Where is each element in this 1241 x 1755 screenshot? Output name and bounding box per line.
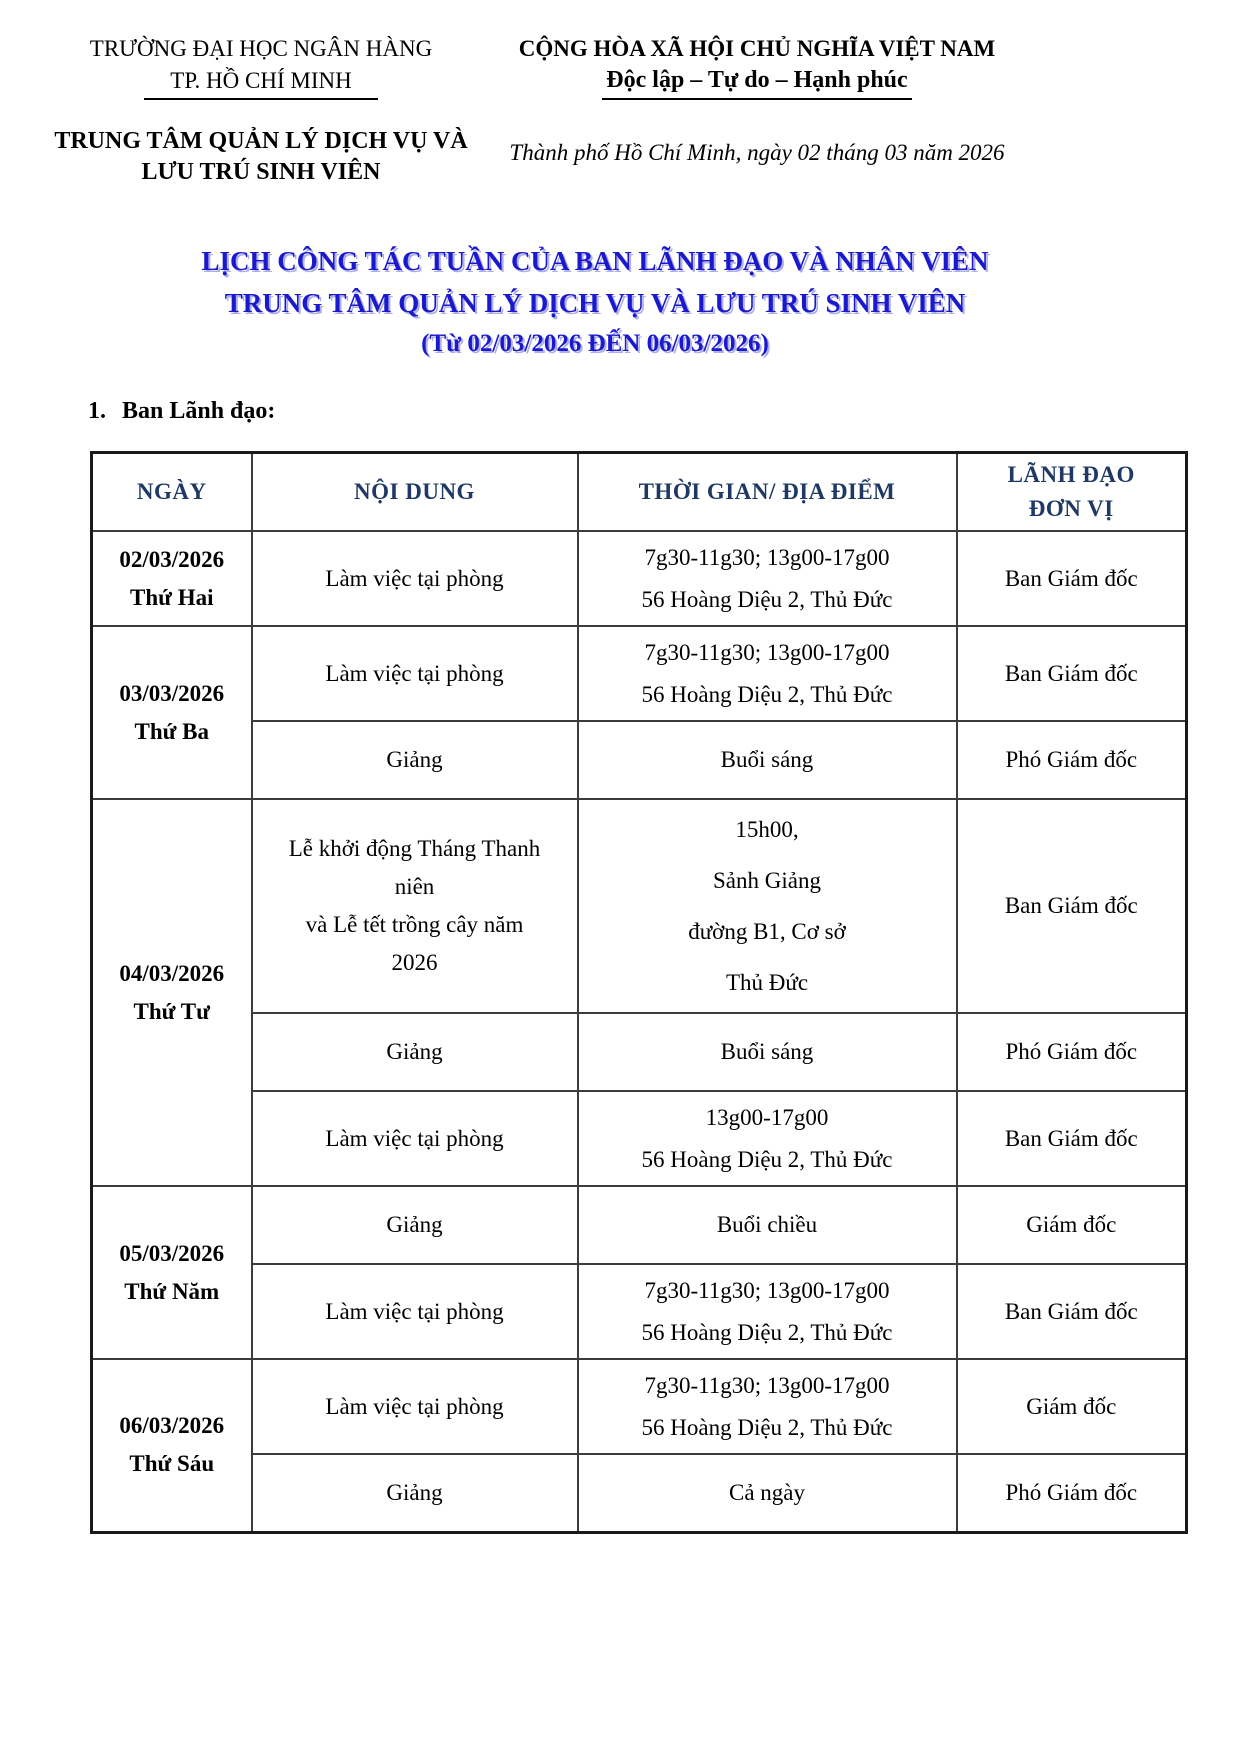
date-value: 03/03/2026 — [119, 680, 225, 706]
leader-cell: Ban Giám đốc — [957, 626, 1187, 721]
leader-cell: Ban Giám đốc — [957, 531, 1187, 626]
schedule-row — [92, 799, 1187, 1013]
content-cell: Giảng — [252, 1454, 578, 1532]
date-cell — [92, 1359, 252, 1532]
column-header-3: THỜI GIAN/ ĐỊA ĐIỂM — [578, 453, 957, 532]
weekday-value: Thứ Hai — [130, 584, 214, 610]
content-cell: Giảng — [252, 1013, 578, 1091]
schedule-row — [92, 626, 1187, 721]
content-cell: Giảng — [252, 1186, 578, 1264]
document-header — [0, 0, 1241, 188]
title-line2: TRUNG TÂM QUẢN LÝ DỊCH VỤ VÀ LƯU TRÚ SINH VIÊN — [224, 288, 966, 318]
leader-cell: Giám đốc — [957, 1359, 1187, 1454]
title-line1: LỊCH CÔNG TÁC TUẦN CỦA BAN LÃNH ĐẠO VÀ NHÂN VIÊN — [201, 246, 989, 276]
issuing-org-block — [30, 33, 492, 188]
schedule-table-body — [92, 531, 1187, 1532]
time-location-cell: 7g30-11g30; 13g00-17g00 56 Hoàng Diệu 2, Thủ Đức — [578, 531, 957, 626]
title-line3: (Từ 02/03/2026 ĐẾN 06/03/2026) — [421, 330, 769, 357]
time-location-cell: Cả ngày — [578, 1454, 957, 1532]
section-number: 1. — [88, 398, 106, 424]
content-cell: Lễ khởi động Tháng Thanh niên và Lễ tết trồng cây năm 2026 — [252, 799, 578, 1013]
time-location-cell: 13g00-17g00 56 Hoàng Diệu 2, Thủ Đức — [578, 1091, 957, 1186]
university-name-underlined: TP. HỒ CHÍ MINH — [144, 65, 377, 100]
leader-cell: Ban Giám đốc — [957, 1264, 1187, 1359]
place-and-date: Thành phố Hồ Chí Minh, ngày 02 tháng 03 năm 2026 — [509, 140, 1005, 165]
leader-cell: Ban Giám đốc — [957, 1091, 1187, 1186]
date-value: 06/03/2026 — [119, 1413, 225, 1439]
republic-title: CỘNG HÒA XÃ HỘI CHỦ NGHĨA VIỆT NAM — [518, 36, 996, 61]
leader-cell: Ban Giám đốc — [957, 799, 1187, 1013]
date-value: 04/03/2026 — [119, 960, 225, 986]
schedule-row — [92, 1013, 1187, 1091]
schedule-table — [90, 451, 1188, 1534]
column-header-1: NGÀY — [92, 453, 252, 532]
weekday-value: Thứ Tư — [133, 998, 210, 1024]
leader-cell: Phó Giám đốc — [957, 1013, 1187, 1091]
schedule-row — [92, 1186, 1187, 1264]
date-cell — [92, 531, 252, 626]
schedule-header-row — [92, 453, 1187, 532]
time-location-cell: 15h00, Sảnh Giảng đường B1, Cơ sở Thủ Đức — [578, 799, 957, 1013]
section-heading — [88, 398, 1241, 425]
section-label: Ban Lãnh đạo: — [122, 398, 276, 424]
time-location-cell: 7g30-11g30; 13g00-17g00 56 Hoàng Diệu 2, Thủ Đức — [578, 1359, 957, 1454]
national-header-block — [492, 33, 1022, 188]
schedule-row — [92, 721, 1187, 799]
content-cell: Làm việc tại phòng — [252, 626, 578, 721]
center-name-line2: LƯU TRÚ SINH VIÊN — [141, 159, 381, 185]
content-cell: Làm việc tại phòng — [252, 1264, 578, 1359]
weekday-value: Thứ Ba — [134, 718, 210, 744]
date-value: 02/03/2026 — [119, 546, 225, 572]
time-location-cell: Buổi sáng — [578, 721, 957, 799]
schedule-row — [92, 1091, 1187, 1186]
motto-line — [492, 65, 1022, 100]
time-location-cell: 7g30-11g30; 13g00-17g00 56 Hoàng Diệu 2, Thủ Đức — [578, 626, 957, 721]
date-value: 05/03/2026 — [119, 1240, 225, 1266]
leader-cell: Phó Giám đốc — [957, 1454, 1187, 1532]
time-location-cell: Buổi sáng — [578, 1013, 957, 1091]
content-cell: Làm việc tại phòng — [252, 1359, 578, 1454]
university-name-line1: TRƯỜNG ĐẠI HỌC NGÂN HÀNG — [89, 36, 433, 61]
document-title — [0, 240, 1190, 364]
weekday-value: Thứ Năm — [124, 1278, 220, 1304]
column-header-2: NỘI DUNG — [252, 453, 578, 532]
schedule-row — [92, 1454, 1187, 1532]
motto-underlined: Độc lập – Tự do – Hạnh phúc — [602, 65, 911, 100]
column-header-4: LÃNH ĐẠO ĐƠN VỊ — [957, 453, 1187, 532]
leader-cell: Giám đốc — [957, 1186, 1187, 1264]
time-location-cell: 7g30-11g30; 13g00-17g00 56 Hoàng Diệu 2, Thủ Đức — [578, 1264, 957, 1359]
schedule-row — [92, 1359, 1187, 1454]
date-cell — [92, 626, 252, 799]
date-cell — [92, 1186, 252, 1359]
schedule-row — [92, 1264, 1187, 1359]
schedule-row — [92, 531, 1187, 626]
weekday-value: Thứ Sáu — [129, 1451, 215, 1477]
content-cell: Làm việc tại phòng — [252, 531, 578, 626]
content-cell: Giảng — [252, 721, 578, 799]
content-cell: Làm việc tại phòng — [252, 1091, 578, 1186]
date-cell — [92, 799, 252, 1186]
university-name-line2 — [30, 65, 492, 100]
center-name-line1: TRUNG TÂM QUẢN LÝ DỊCH VỤ VÀ — [54, 128, 468, 154]
time-location-cell: Buổi chiều — [578, 1186, 957, 1264]
leader-cell: Phó Giám đốc — [957, 721, 1187, 799]
